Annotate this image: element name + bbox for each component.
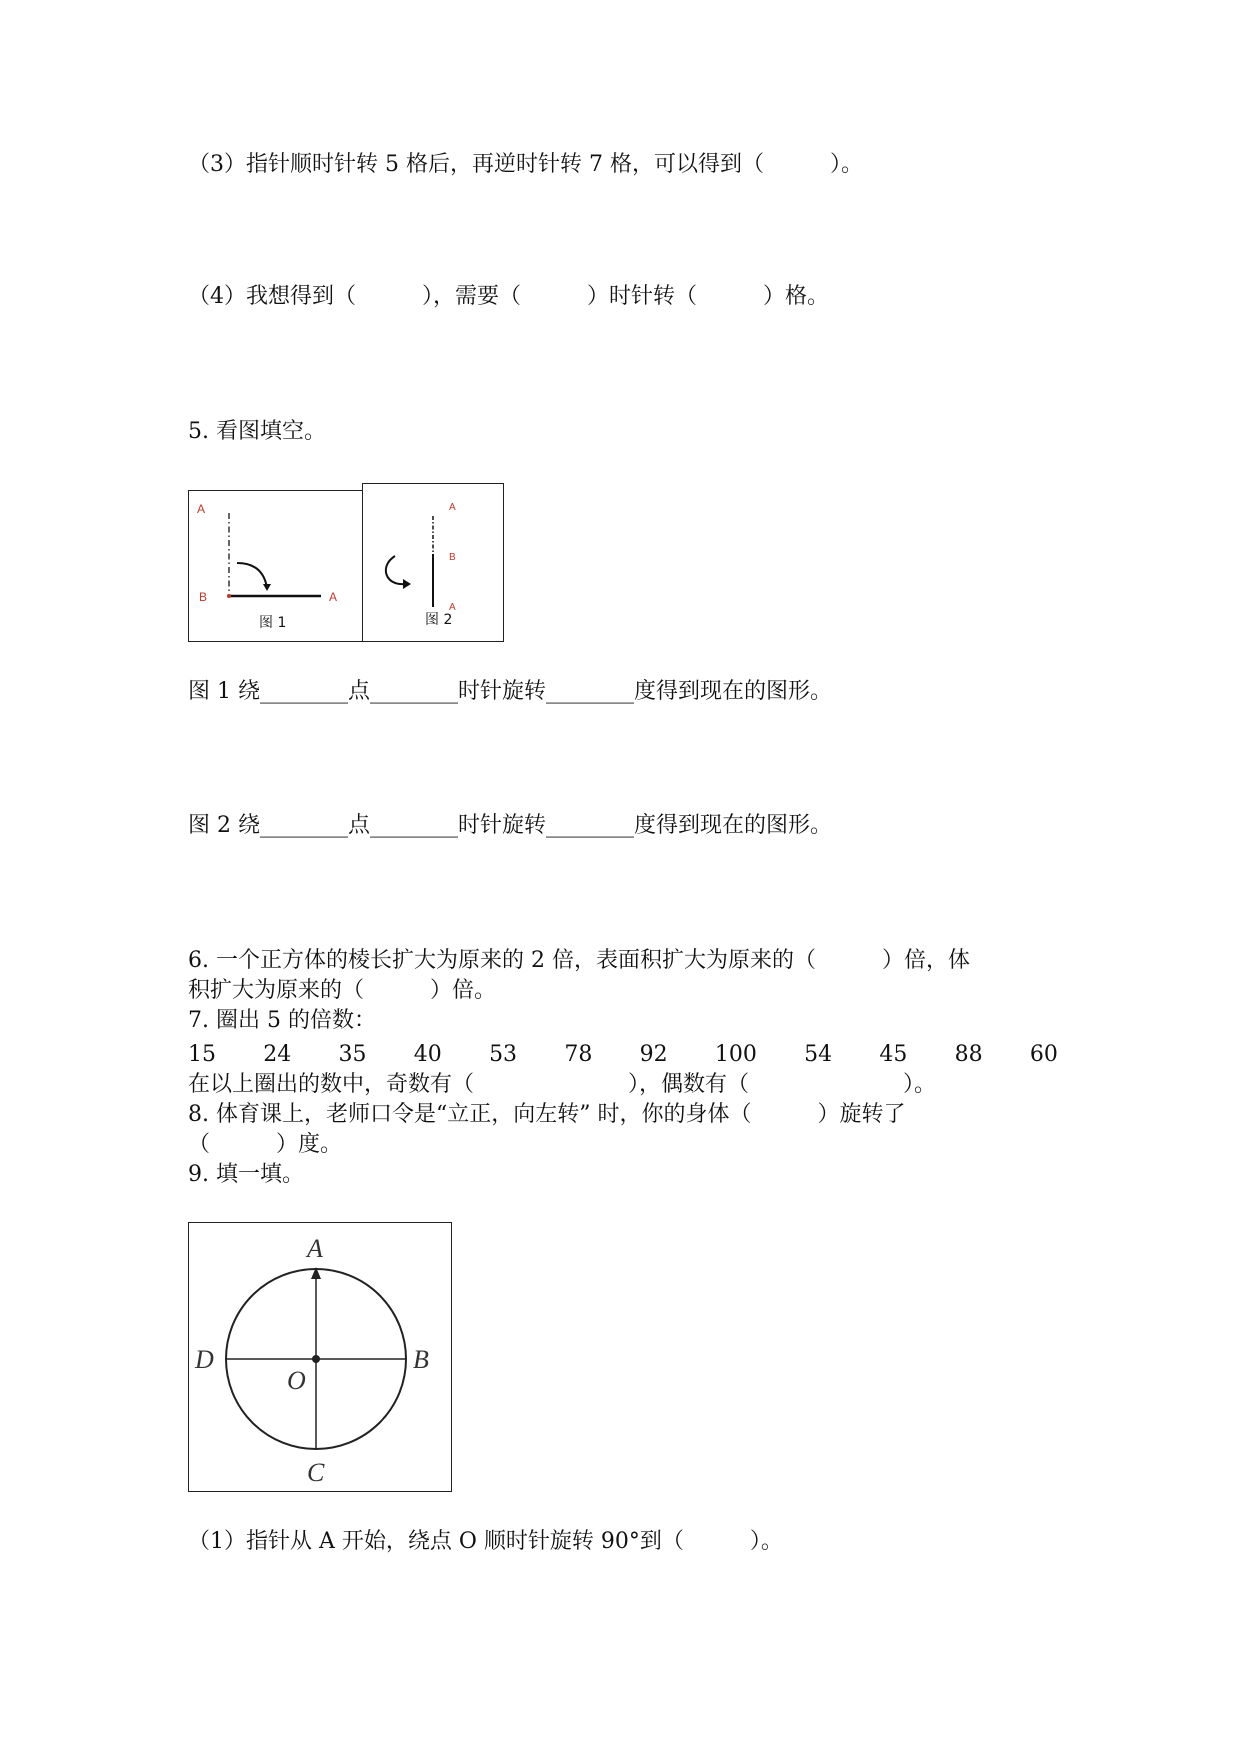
fig2-label-b: B xyxy=(449,552,456,563)
number-item[interactable]: 24 xyxy=(263,1042,292,1067)
label-a: A xyxy=(307,1234,323,1263)
fig1-point-b xyxy=(227,594,231,598)
number-item[interactable]: 15 xyxy=(188,1042,216,1067)
fig1-arrowhead-icon xyxy=(263,584,271,591)
figure-clock-circle xyxy=(188,1222,452,1492)
figure-1 xyxy=(188,490,363,642)
figure-2 xyxy=(362,483,504,642)
q4-part3-text: （3）指针顺时针转 5 格后，再逆时针转 7 格，可以得到（ ）。 xyxy=(188,152,863,177)
fig1-caption: 图 1 xyxy=(259,615,287,631)
q8-line2: （ ）度。 xyxy=(188,1132,343,1157)
label-d: D xyxy=(195,1345,214,1374)
q5-line1: 图 1 绕________点________时针旋转________度得到现在的图形。 xyxy=(188,679,832,704)
label-b: B xyxy=(413,1345,429,1374)
q8-line1: 8. 体育课上，老师口令是“立正，向左转” 时，你的身体（ ）旋转了 xyxy=(188,1102,906,1127)
label-o: O xyxy=(287,1366,306,1395)
number-item[interactable]: 88 xyxy=(954,1042,983,1067)
fig2-label-a-bottom: A xyxy=(449,602,456,613)
number-item[interactable]: 53 xyxy=(489,1042,518,1067)
q5-title: 5. 看图填空。 xyxy=(188,419,326,444)
fig1-label-a-right: A xyxy=(329,590,338,604)
number-item[interactable]: 92 xyxy=(639,1042,668,1067)
fig1-label-b: B xyxy=(199,590,208,604)
q7-number-row xyxy=(188,1040,1058,1070)
q7-answer-line: 在以上圈出的数中，奇数有（ ），偶数有（ ）。 xyxy=(188,1072,937,1097)
q6-line2: 积扩大为原来的（ ）倍。 xyxy=(188,978,497,1003)
center-point xyxy=(312,1355,320,1363)
number-item[interactable]: 60 xyxy=(1029,1042,1058,1067)
number-item[interactable]: 45 xyxy=(879,1042,908,1067)
fig1-label-a-top: A xyxy=(197,502,206,516)
fig2-label-a-top: A xyxy=(449,502,456,513)
number-item[interactable]: 100 xyxy=(714,1042,757,1067)
q4-part4-text: （4）我想得到（ ），需要（ ）时针转（ ）格。 xyxy=(188,284,829,309)
number-item[interactable]: 78 xyxy=(564,1042,593,1067)
q9-title: 9. 填一填。 xyxy=(188,1162,304,1187)
number-item[interactable]: 35 xyxy=(338,1042,367,1067)
number-item[interactable]: 40 xyxy=(413,1042,442,1067)
fig2-rotation-arc xyxy=(386,556,405,584)
fig2-arrowhead-icon xyxy=(403,579,411,589)
fig1-rotation-arc xyxy=(237,563,267,588)
label-c: C xyxy=(307,1458,325,1487)
q5-line2: 图 2 绕________点________时针旋转________度得到现在的图形。 xyxy=(188,813,832,838)
number-item[interactable]: 54 xyxy=(804,1042,833,1067)
q6-line1: 6. 一个正方体的棱长扩大为原来的 2 倍，表面积扩大为原来的（ ）倍，体 xyxy=(188,948,970,973)
q7-title: 7. 圈出 5 的倍数： xyxy=(188,1008,376,1033)
q9-part1: （1）指针从 A 开始，绕点 O 顺时针旋转 90°到（ ）。 xyxy=(188,1529,783,1554)
fig2-caption: 图 2 xyxy=(425,612,453,628)
